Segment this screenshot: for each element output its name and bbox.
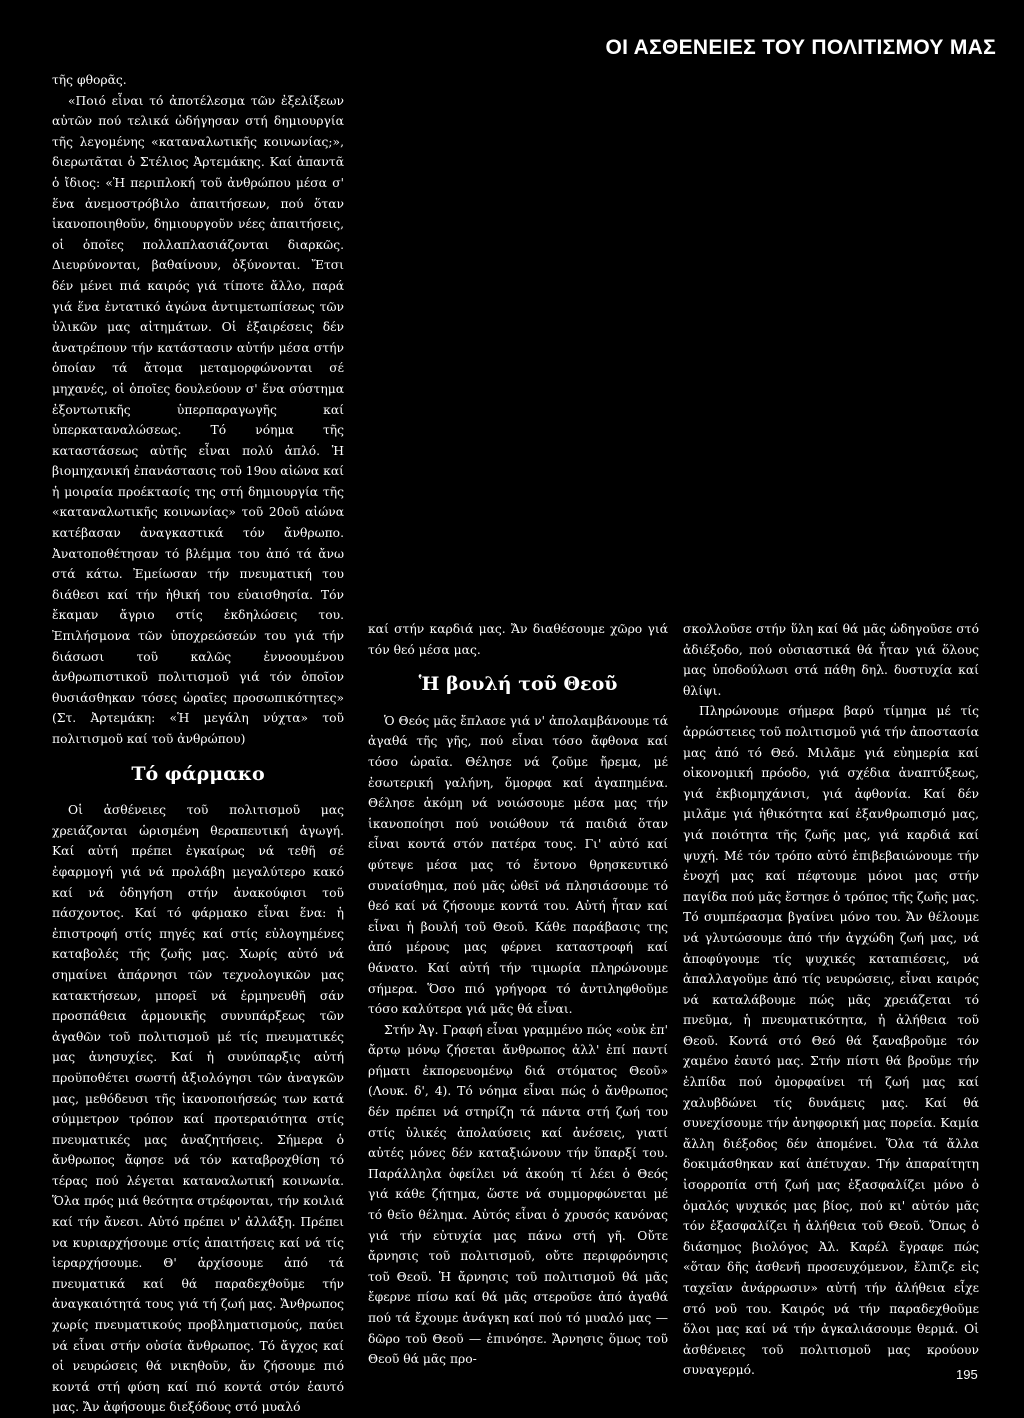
running-header: ΟΙ ΑΣΘΕΝΕΙΕΣ ΤΟΥ ΠΟΛΙΤΙΣΜΟΥ ΜΑΣ: [605, 36, 996, 59]
paragraph: Πληρώνουμε σήμερα βαρύ τίμημα μέ τίς ἀρρώστειες τοῦ πολιτισμοῦ γιά τήν ἀποστασία μας ἀπό τό Θεό. Μιλᾶμε γιά εὐημερία καί οἰκονομική πρόοδο, γιά σχέδια ἀναπτύξεως, γιά ἐκβιομηχάνισι, γιά ἀφθονία. Καί δέν μιλᾶμε γιά ἠθικότητα καί ἐξανθρωπισμό μας, γιά ποιότητα τῆς ζωῆς μας, γιά καρδιά καί ψυχή. Μέ τόν τρόπο αὐτό ἐπιβεβαιώνουμε τήν ἐνοχή μας καί πέφτουμε μόνοι μας στήν παγίδα πού μᾶς ἔστησε ὁ τρόπος τῆς ζωῆς μας. Τό συμπέρασμα βγαίνει μόνο του. Ἄν θέλουμε νά γλυτώσουμε ἀπό τήν ἀγχώδη ζωή μας, νά ἀποφύγουμε τίς ψυχικές καταπιέσεις, νά ἀπαλλαγοῦμε ἀπό τίς νευρώσεις, εἶναι καιρός νά καταλάβουμε πώς μᾶς χρειάζεται τό πνεῦμα, ἡ πνευματικότητα, ἡ ἀλήθεια τοῦ Θεοῦ. Κοντά στό Θεό θά ξαναβροῦμε τόν χαμένο ἑαυτό μας. Στήν πίστι θά βροῦμε τήν ἐλπίδα πού ὀμορφαίνει τή ζωή μας καί χαλυβδώνει τίς δυνάμεις μας. Καί θά συνεχίσουμε τήν ἀνηφορική μας πορεία. Καμία ἄλλη διέξοδος δέν ἀπομένει. Ὅλα τά ἄλλα δοκιμάσθηκαν καί ἀπέτυχαν. Τήν ἀπαραίτητη ἰσορροπία στή ζωή μας ἐξασφαλίζει μόνο ὁ ὁμαλός ψυχικός μας βίος, πού κι' αὐτόν μᾶς τόν ἐξασφαλίζει ἡ ἀλήθεια τοῦ Θεοῦ. Ὅπως ὁ διάσημος βιολόγος Ἀλ. Καρέλ ἔγραφε πώς «ὅταν δῆς ἀσθενῆ προσευχόμενον, ἔλπιζε εἰς ταχεῖαν ἀνάρρωσιν» αὐτή τήν ἀλήθεια εἶχε στό νοῦ του. Καιρός νά τήν παραδεχθοῦμε ὅλοι μας καί νά τήν ἀγκαλιάσουμε θερμά. Οἱ ἀσθένειες τοῦ πολιτισμοῦ μας κρούουν συναγερμό.: [683, 704, 979, 1378]
column-left: [52, 70, 344, 1418]
paragraph: Ὁ Θεός μᾶς ἔπλασε γιά ν' ἀπολαμβάνουμε τά ἀγαθά τῆς γῆς, πού εἶναι τόσο ἄφθονα καί τόσο ὡραῖα. Θέλησε νά ζοῦμε ἤρεμα, μέ ἐσωτερική γαλήνη, ὅμορφα καί ἀγαπημένα. Θέλησε ἀκόμη νά νοιώσουμε μέσα μας τήν ἱκανοποίησι πού νοιώθουν τά παιδιά ὅταν εἶναι κοντά στόν πατέρα τους. Γι' αὐτό καί φύτεψε μέσα μας τό ἔντονο θρησκευτικό συναίσθημα, πού μᾶς ὠθεῖ νά πλησιάσουμε τό θεό καί νά ζήσουμε κοντά του. Αὐτή ἦταν καί εἶναι ἡ βουλή τοῦ Θεοῦ. Κάθε παράβασις της ἀπό μέρους μας φέρνει καταστροφή καί θάνατο. Καί αὐτή τήν τιμωρία πληρώνουμε σήμερα. Ὅσο πιό γρήγορα τό ἀντιληφθοῦμε τόσο καλύτερα γιά μᾶς θά εἶναι.: [368, 713, 668, 1017]
paragraph: σκολλοῦσε στήν ὕλη καί θά μᾶς ὡδηγοῦσε στό ἀδιέξοδο, πού οὐσιαστικά θά ἦταν γιά ὅλους μας ὑποδούλωσι στά πάθη δηλ. δυστυχία καί θλίψι.: [683, 622, 979, 698]
section-heading: Ἡ βουλή τοῦ Θεοῦ: [418, 673, 618, 696]
column-middle: [368, 619, 668, 1370]
paragraph: τῆς φθορᾶς.: [52, 73, 127, 87]
section-heading: Τό φάρμακο: [131, 762, 265, 785]
paragraph: Οἱ ἀσθένειες τοῦ πολιτισμοῦ μας χρειάζονται ὡρισμένη θεραπευτική ἀγωγή. Καί αὐτή πρέπει ἐγκαίρως νά τεθῆ σέ ἐφαρμογή γιά νά προλάβη μεγαλύτερο κακό καί νά ὁδηγήση στήν ἀνακούφισι τοῦ πάσχοντος. Καί τό φάρμακο εἶναι ἕνα: ἡ ἐπιστροφή στίς πηγές καί στίς εὐλογημένες καταβολές τῆς ζωῆς μας. Χωρίς αὐτό νά σημαίνει ἀπάρνησι τῶν τεχνολογικῶν μας κατακτήσεων, μπορεῖ νά ἑρμηνευθῆ σάν προσπάθεια ἁρμονικῆς συνυπάρξεως τῶν ἀγαθῶν τοῦ πολιτισμοῦ μέ τίς πνευματικές μας ἀνησυχίες. Καί ἡ συνύπαρξις αὐτή προϋποθέτει σωστή ἀξιολόγησι τῶν ἀναγκῶν μας, μεθόδευσι τῆς ἱκανοποιήσεώς των κατά σύμμετρον τρόπον καί προτεραιότητα στίς πνευματικές μας ἀναζητήσεις. Σήμερα ὁ ἄνθρωπος ἄφησε νά τόν καταβροχθίση τό τέρας πού λέγεται καταναλωτική κοινωνία. Ὅλα πρός μιά θεότητα στρέφονται, τήν κοιλιά καί τήν ἄνεσι. Αὐτό πρέπει ν' ἀλλάξη. Πρέπει να κυριαρχήσουμε στίς ἀπαιτήσεις καί νά τίς ἱεραρχήσουμε. Θ' ἀρχίσουμε ἀπό τά πνευματικά καί θά παραδεχθοῦμε τήν ἀναγκαιότητά τους γιά τή ζωή μας. Ἄνθρωπος χωρίς πνευματικούς προβληματισμούς, παύει νά εἶναι στήν οὐσία ἄνθρωπος. Τό ἄγχος καί οἱ νευρώσεις θά νικηθοῦν, ἄν ζήσουμε πιό κοντά στή φύση καί πιό κοντά στόν ἑαυτό μας. Ἄν ἀφήσουμε διεξόδους στό μυαλό: [52, 803, 344, 1415]
paragraph: «Ποιό εἶναι τό ἀποτέλεσμα τῶν ἐξελίξεων αὐτῶν πού τελικά ὡδήγησαν στή δημιουργία τῆς λεγομένης «καταναλωτικῆς κοινωνίας;», διερωτᾶται ὁ Στέλιος Ἀρτεμάκης. Καί ἀπαντᾶ ὁ ἴδιος: «Ἡ περιπλοκή τοῦ ἀνθρώπου μέσα σ' ἕνα ἀνεμοστρόβιλο ἀπαιτήσεων, πού ὅταν ἱκανοποιηθοῦν, δημιουργοῦν νέες ἀπαιτήσεις, οἱ ὁποῖες πολλαπλασιάζονται διαρκῶς. Διευρύνονται, βαθαίνουν, ὀξύνονται. Ἔτσι δέν μένει πιά καιρός γιά τίποτε ἄλλο, παρά γιά ἕνα ἐντατικό ἀγώνα ἀντιμετωπίσεως τῶν ὑλικῶν μας αἰτημάτων. Οἱ ἐξαιρέσεις δέν ἀνατρέπουν τήν κατάστασιν αὐτήν μέσα στήν ὁποίαν τά ἄτομα μεταμορφώνονται σέ μηχανές, οἱ ὁποῖες δουλεύουν σ' ἕνα σύστημα ἐξοντωτικῆς ὑπερπαραγωγῆς καί ὑπερκαταναλώσεως. Τό νόημα τῆς καταστάσεως αὐτῆς εἶναι πολύ ἁπλό. Ἡ βιομηχανική ἐπανάστασις τοῦ 19ου αἰώνα καί ἡ μοιραία προέκτασίς της στή δημιουργία τῆς «καταναλωτικῆς κοινωνίας» τοῦ 20οῦ αἰώνα κατέβασαν ἀναγκαστικά τόν ἄνθρωπο. Ἀνατοποθέτησαν τό βλέμμα του ἀπό τά ἄνω στά κάτω. Ἐμείωσαν τήν πνευματική του διάθεσι καί τήν ἠθική του εὐαισθησία. Τόν ἔκαμαν ἄγριο στίς ἐκδηλώσεις του. Ἐπιλήσμονα τῶν ὑποχρεώσεών του γιά τήν διάσωσι τοῦ καλῶς ἐννοουμένου ἀνθρωπιστικοῦ πολιτισμοῦ γιά τόν ὁποῖον θυσιάσθηκαν τόσες ὡραῖες προσωπικότητες» (Στ. Ἀρτεμάκη: «Ἡ μεγάλη νύχτα» τοῦ πολιτισμοῦ καί τοῦ ἀνθρώπου): [52, 93, 344, 746]
column-right: [683, 619, 979, 1381]
paragraph: καί στήν καρδιά μας. Ἄν διαθέσουμε χῶρο γιά τόν θεό μέσα μας.: [368, 622, 668, 657]
paragraph: Στήν Ἁγ. Γραφή εἶναι γραμμένο πώς «οὐκ ἐπ' ἄρτῳ μόνῳ ζήσεται ἄνθρωπος ἀλλ' ἐπί παντί ρήματι ἐκπορευομένῳ διά στόματος Θεοῦ» (Λουκ. δ', 4). Τό νόημα εἶναι πώς ὁ ἄνθρωπος δέν πρέπει νά στηρίζη τά πάντα στή ζωή του στίς ὑλικές ἀπολαύσεις καί ἀνέσεις, γιατί αὐτές μόνες δέν καταξιώνουν τήν ὕπαρξί του. Παράλληλα ὀφείλει νά ἀκούη τί λέει ὁ Θεός γιά κάθε ζήτημα, ὥστε νά συμμορφώνεται μέ τό θεῖο θέλημα. Αὐτός εἶναι ὁ χρυσός κανόνας γιά τήν εὐτυχία μας πάνω στή γῆ. Οὔτε ἄρνησις τοῦ πολιτισμοῦ, οὔτε περιφρόνησις τοῦ Θεοῦ. Ἡ ἄρνησις τοῦ πολιτισμοῦ θά μᾶς ἔφερνε πίσω καί θά μᾶς στεροῦσε ἀπό ἀγαθά πού τά ἔχουμε ἀνάγκη καί πού τό μυαλό μας — δῶρο τοῦ Θεοῦ — ἐπινόησε. Ἄρνησις ὅμως τοῦ Θεοῦ θά μᾶς προ-: [368, 1022, 668, 1367]
page-number: 195: [956, 1367, 978, 1382]
